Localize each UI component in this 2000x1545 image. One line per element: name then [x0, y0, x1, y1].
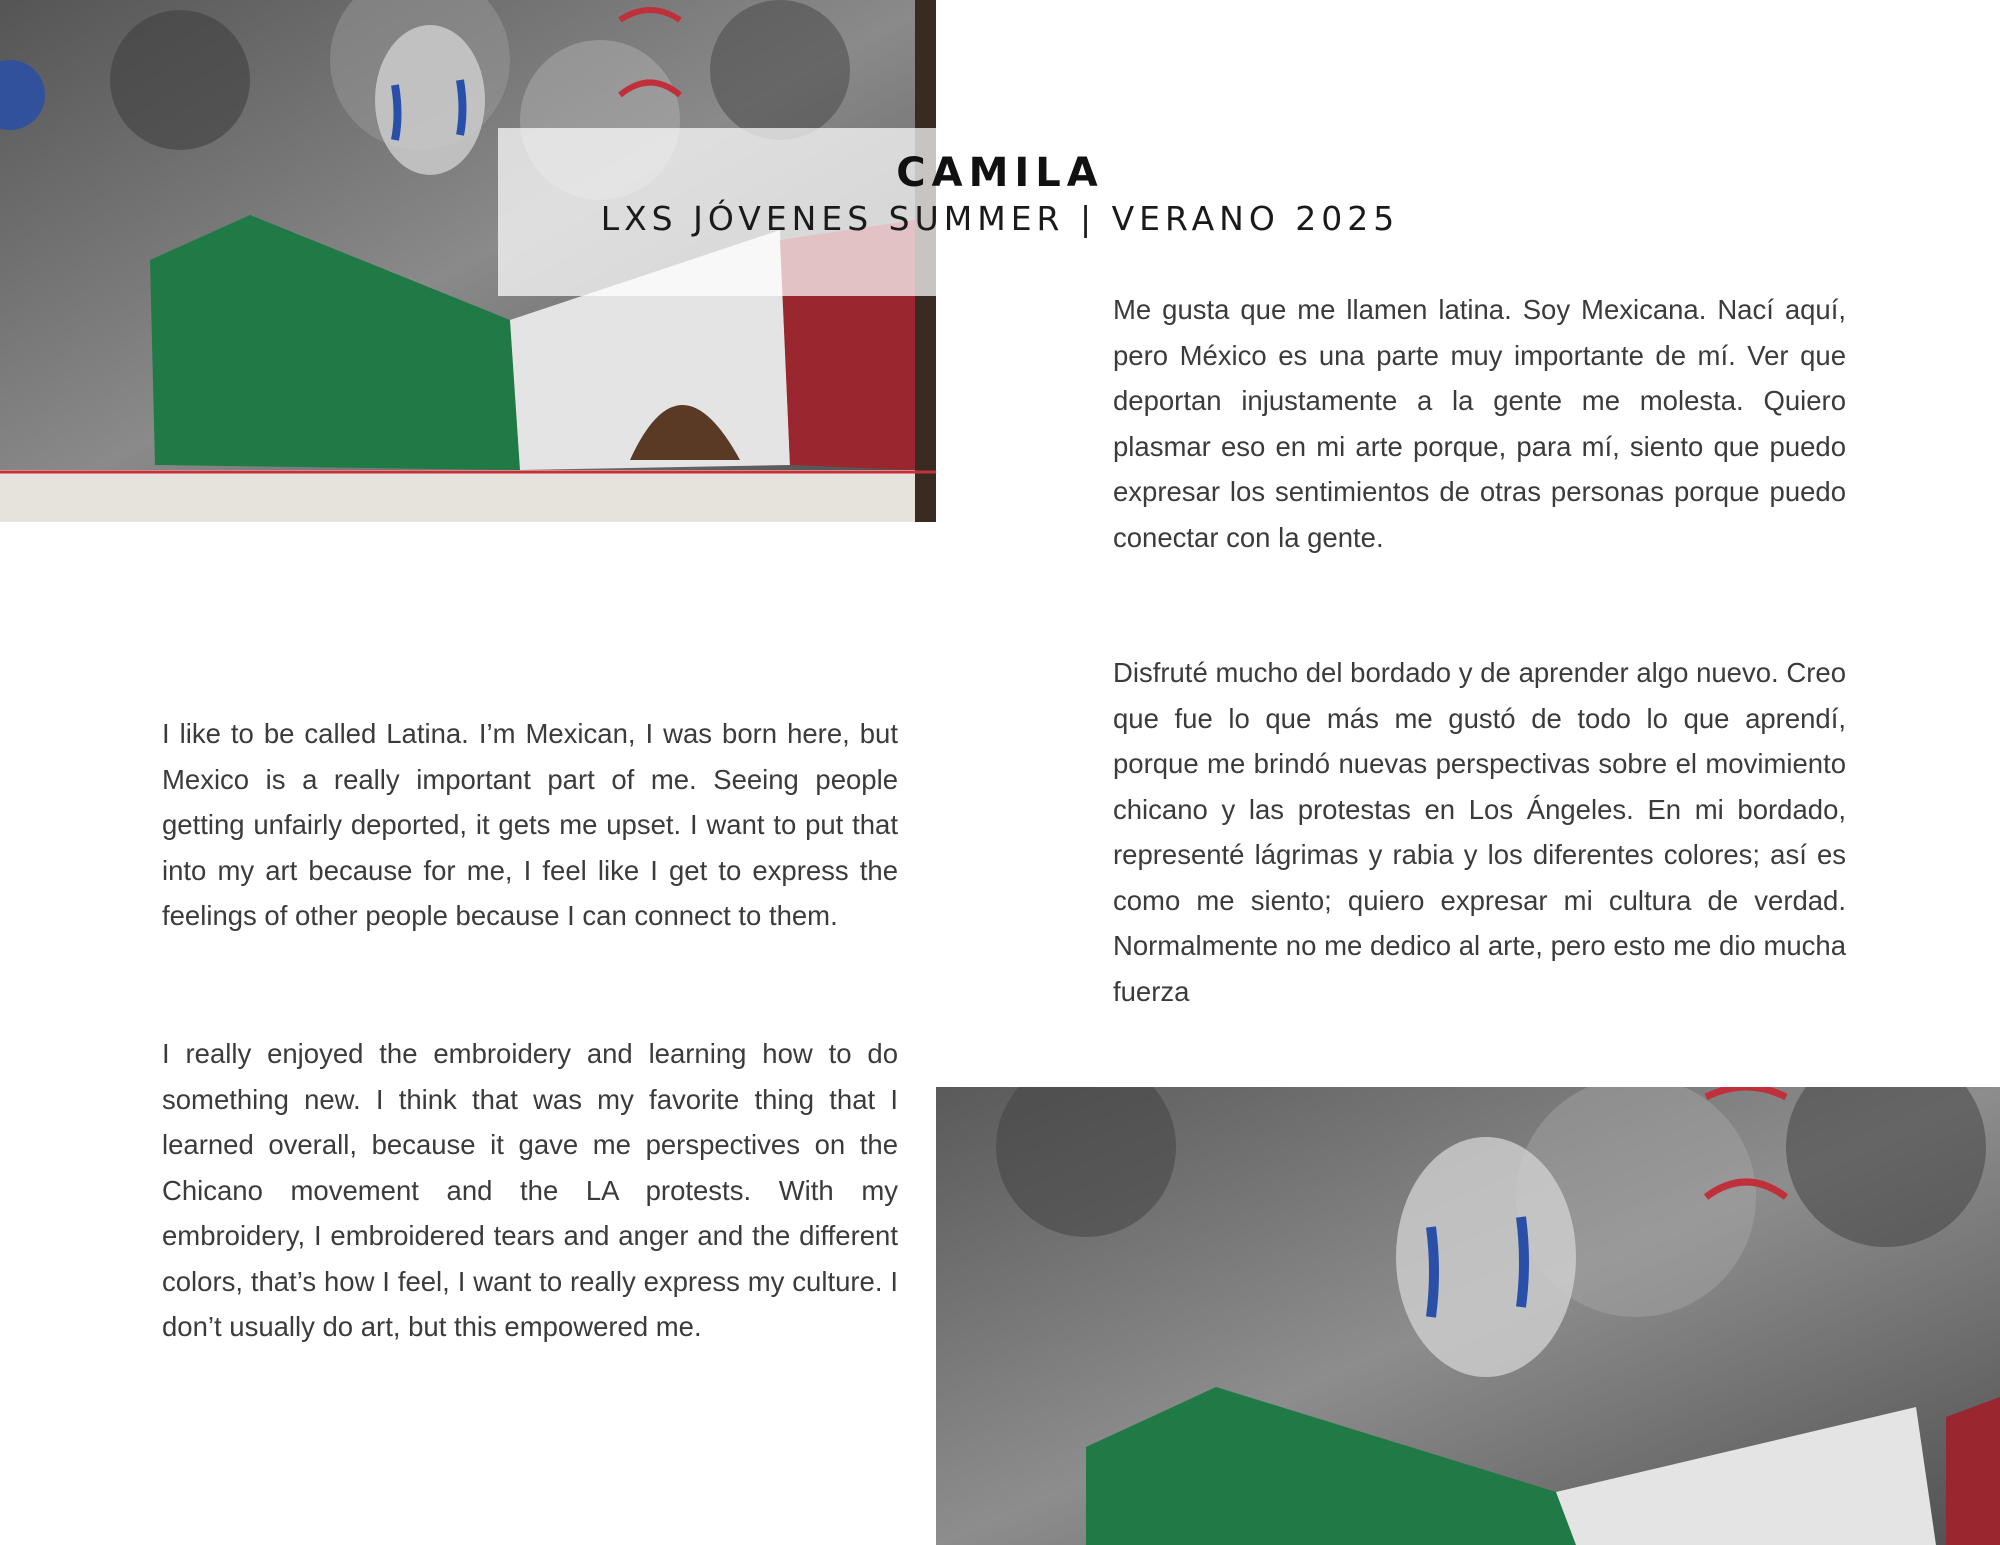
- page-subtitle: LXS JÓVENES SUMMER | VERANO 2025: [600, 199, 1400, 238]
- title-block: [500, 150, 1500, 240]
- english-paragraph-2: I really enjoyed the embroidery and learning how to do something new. I think that was my favorite thing that I learned overall, because it gave me perspectives on the Chicano movement and the LA protests. With my embroidery, I embroidered tears and anger and the different colors, that’s how I feel, I want to really express my culture. I don’t usually do art, but this empowered me.: [162, 1038, 898, 1342]
- spanish-paragraph-2: Disfruté mucho del bordado y de aprender algo nuevo. Creo que fue lo que más me gustó de todo lo que aprendí, porque me brindó nuevas perspectivas sobre el movimiento chicano y las protestas en Los Ángeles. En mi bordado, representé lágrimas y rabia y los diferentes colores; así es como me siento; quiero expresar mi cultura de verdad. Normalmente no me dedico al arte, pero esto me dio mucha fuerza: [1113, 657, 1846, 1007]
- page-title: CAMILA: [896, 150, 1104, 196]
- english-paragraph-1: I like to be called Latina. I’m Mexican, I was born here, but Mexico is a really important part of me. Seeing people getting unfairly deported, it gets me upset. I want to put that into my art because for me, I feel like I get to express the feelings of other people because I can connect to them.: [162, 718, 898, 931]
- spanish-paragraph-1: Me gusta que me llamen latina. Soy Mexicana. Nací aquí, pero México es una parte muy importante de mí. Ver que deportan injustamente a la gente me molesta. Quiero plasmar eso en mi arte porque, para mí, siento que puedo expresar los sentimientos de otras personas porque puedo conectar con la gente.: [1113, 294, 1846, 553]
- embroidered-artwork-closeup-image: [936, 1087, 2000, 1545]
- artwork-photo-bottom: [936, 1087, 2000, 1545]
